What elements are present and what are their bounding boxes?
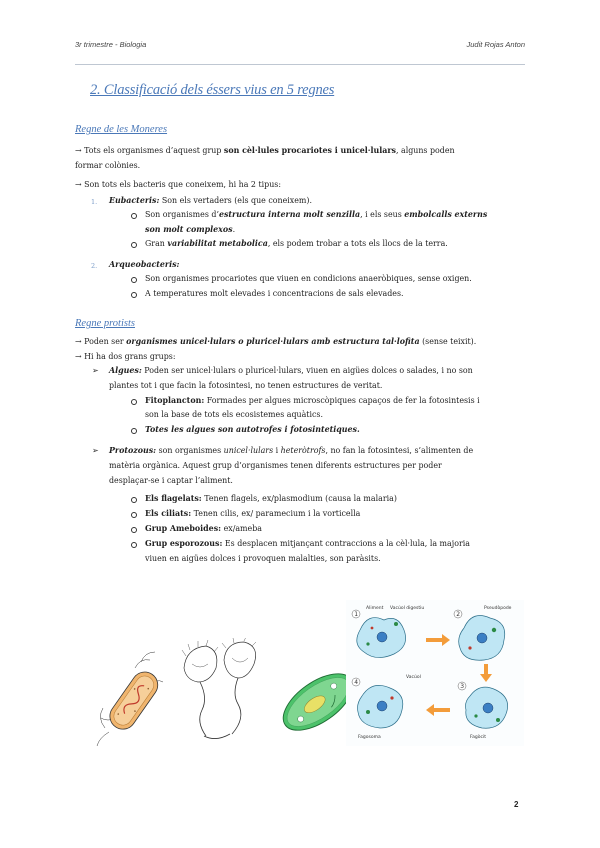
moneres-line-3: → Son tots els bacteris que coneixem, hi ha 2 tipus: bbox=[75, 180, 281, 189]
arrow-bullet-icon: ➢ bbox=[92, 366, 99, 375]
bullet-circle bbox=[131, 497, 137, 503]
page-header bbox=[75, 40, 525, 49]
ciliats-line: Els ciliats: Tenen cilis, ex/ paramecium i la vorticella bbox=[145, 509, 361, 518]
bullet-circle bbox=[131, 277, 137, 283]
bullet-circle bbox=[131, 292, 137, 298]
label-aliment: Aliment bbox=[366, 606, 384, 611]
bullet-circle bbox=[131, 213, 137, 219]
step-4-label: 4 bbox=[354, 679, 359, 686]
label-fagosoma: Fagosoma bbox=[358, 735, 381, 740]
arrow-bullet-icon: ➢ bbox=[92, 446, 99, 455]
bullet-circle bbox=[131, 512, 137, 518]
bullet-circle bbox=[131, 527, 137, 533]
page-number: 2 bbox=[514, 800, 519, 809]
header-right: Judit Rojas Anton bbox=[466, 40, 525, 49]
fitoplancton-line-2: son la base de tots els ecosistemes aquàtics. bbox=[145, 410, 323, 419]
protozous-line-3: desplaçar-se i captar l’aliment. bbox=[109, 476, 233, 485]
header-divider bbox=[75, 64, 525, 65]
arqueobacteris-item-1: Son organismes procariotes que viuen en condicions anaeròbiques, sense oxigen. bbox=[145, 274, 472, 283]
step-1-label: 1 bbox=[354, 611, 359, 618]
label-pseudopode: Pseudòpode bbox=[484, 606, 512, 611]
totes-algues-line: Totes les algues son autotrofes i fotosintetiques. bbox=[145, 425, 360, 434]
arqueobacteris-line: Arqueobacteris: bbox=[109, 260, 180, 269]
bullet-circle bbox=[131, 542, 137, 548]
arqueobacteris-item-2: A temperatures molt elevades i concentracions de sals elevades. bbox=[145, 289, 404, 298]
flagelats-line: Els flagelats: Tenen flagels, ex/plasmodium (causa la malaria) bbox=[145, 494, 397, 503]
label-fagocit: Fagòcit bbox=[470, 735, 487, 740]
section-title: 2. Classificació dels éssers vius en 5 regnes bbox=[90, 82, 335, 98]
bacterium-illustration bbox=[95, 648, 170, 748]
bullet-circle bbox=[131, 399, 137, 405]
vorticella-illustration bbox=[176, 638, 266, 743]
label-vacuol-digestiu: Vacúol digestiu bbox=[390, 606, 425, 611]
bullet-circle bbox=[131, 242, 137, 248]
ameboides-line: Grup Ameboides: ex/ameba bbox=[145, 524, 262, 533]
moneres-heading: Regne de les Moneres bbox=[75, 124, 168, 135]
eubacteris-item-2: Gran variabilitat metabolica, els podem trobar a tots els llocs de la terra. bbox=[145, 239, 448, 248]
algues-line-1: Algues: Poden ser unicel·lulars o pluricel·lulars, viuen en aigües dolces o salades, i no son bbox=[109, 366, 473, 375]
amoeba-diagram bbox=[346, 600, 524, 746]
moneres-line-2: formar colònies. bbox=[75, 161, 141, 170]
esporozous-line-2: viuen en aigües dolces i provoquen malalties, son paràsits. bbox=[145, 554, 381, 563]
step-3-label: 3 bbox=[460, 683, 465, 690]
eubacteris-item-1: Son organismes d’estructura interna molt senzilla, i els seus embolcalls externs bbox=[145, 210, 488, 219]
eubacteris-item-1-cont: son molt complexos. bbox=[145, 225, 236, 234]
esporozous-line-1: Grup esporozous: Es desplacen mitjançant contraccions a la cèl·lula, la majoria bbox=[145, 539, 470, 548]
protozous-line-2: matèria orgànica. Aquest grup d’organismes tenen diferents estructures per poder bbox=[109, 461, 442, 470]
eubacteris-line: Eubacteris: Son els vertaders (els que coneixem). bbox=[109, 196, 312, 205]
step-2-label: 2 bbox=[456, 611, 461, 618]
header-left: 3r trimestre - Biologia bbox=[75, 40, 147, 49]
moneres-line-1: → Tots els organismes d’aquest grup son cèl·lules procariotes i unicel·lulars, alguns poden bbox=[75, 146, 455, 155]
list-number-2: 2. bbox=[91, 262, 98, 270]
algues-line-2: plantes tot i que facin la fotosintesi, no tenen estructures de veritat. bbox=[109, 381, 383, 390]
protists-heading: Regne protists bbox=[75, 318, 135, 329]
protists-line-1: → Poden ser organismes unicel·lulars o pluricel·lulars amb estructura tal·lofita (sense teixit). bbox=[75, 337, 477, 346]
fitoplancton-line-1: Fitoplancton: Formades per algues microscòpiques capaços de fer la fotosintesis i bbox=[145, 396, 480, 405]
bullet-circle bbox=[131, 428, 137, 434]
label-vacuol: Vacúol bbox=[406, 675, 421, 680]
protozous-line-1: Protozous: son organismes unicel·lulars i heteròtrofs, no fan la fotosintesi, s’alimenten de bbox=[109, 446, 474, 455]
list-number-1: 1. bbox=[91, 198, 98, 206]
protists-line-2: → Hi ha dos grans grups: bbox=[75, 352, 176, 361]
